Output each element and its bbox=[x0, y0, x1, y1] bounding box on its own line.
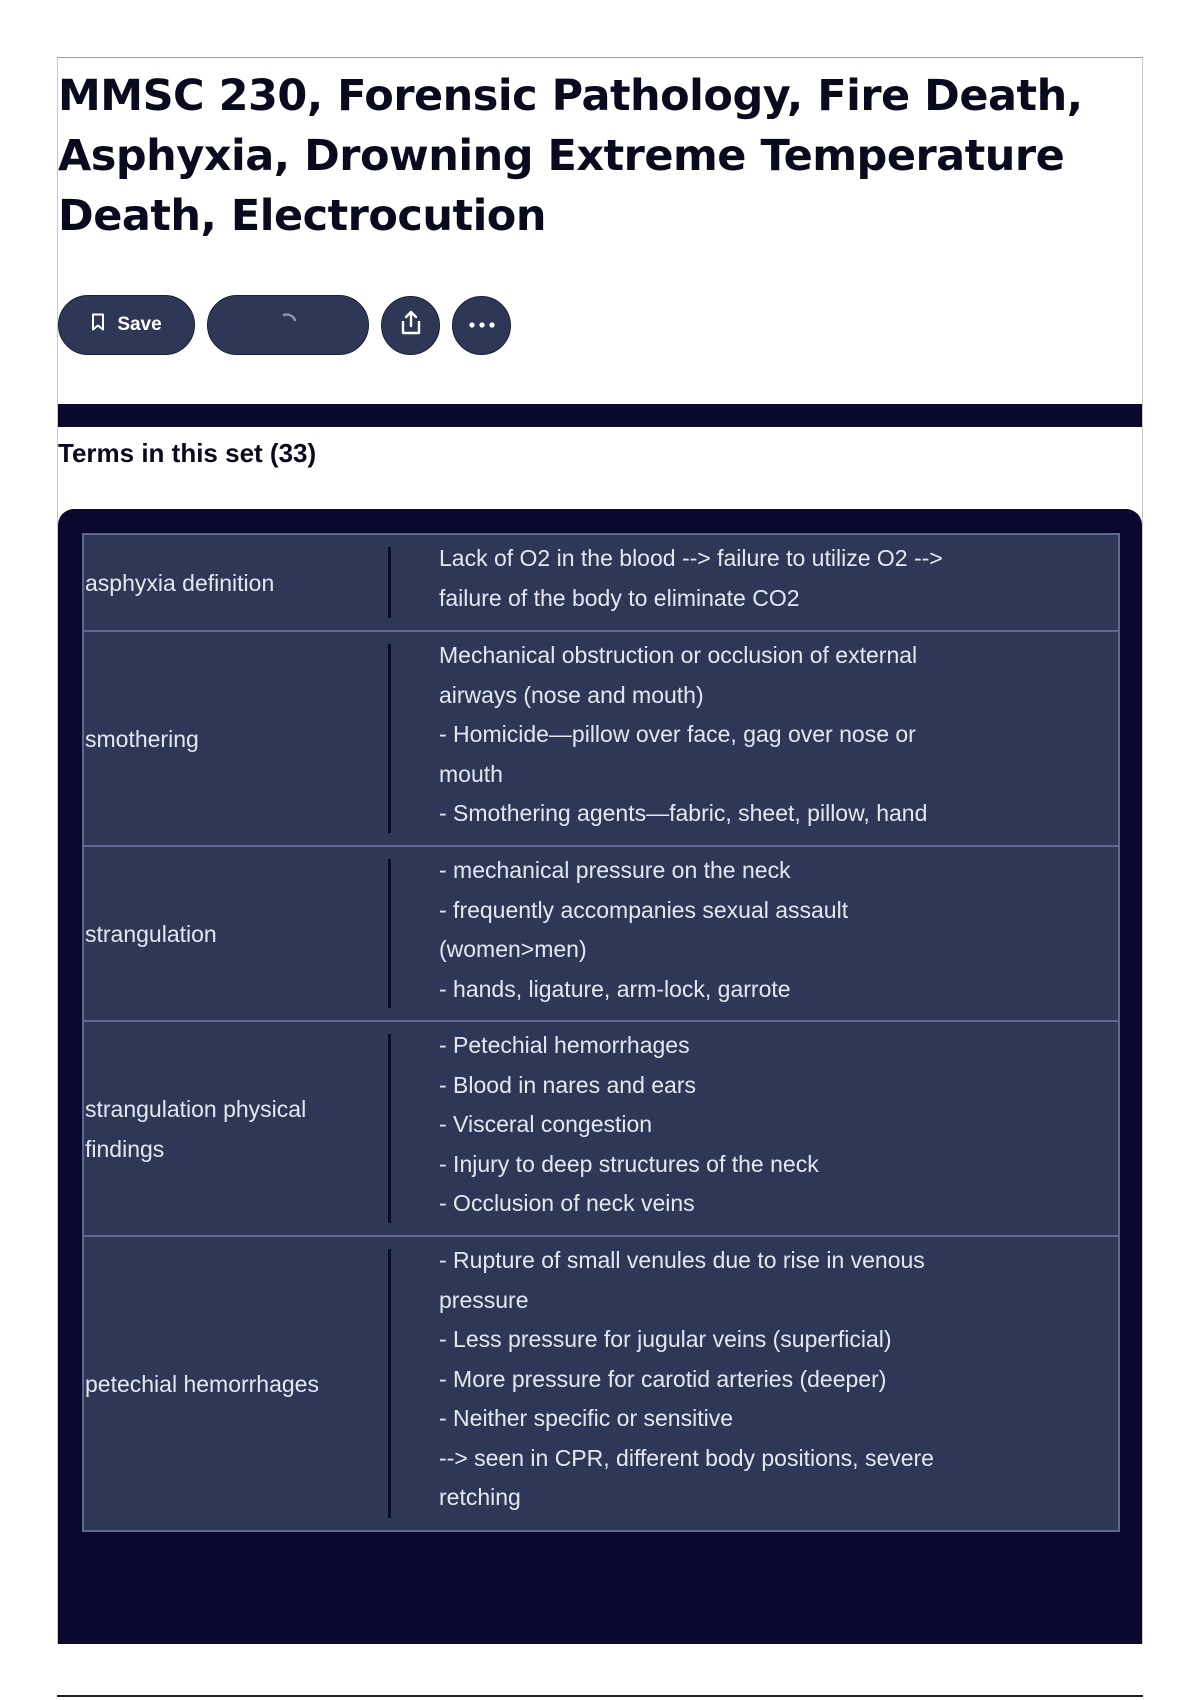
definition-line: - Smothering agents—fabric, sheet, pillow, hand bbox=[439, 800, 928, 826]
term-row bbox=[84, 1237, 1118, 1530]
study-set-page bbox=[57, 57, 1143, 1644]
action-bar bbox=[58, 295, 511, 355]
definition-line: - Injury to deep structures of the neck bbox=[439, 1150, 819, 1177]
definition-line: Lack of O2 in the blood --> failure to utilize O2 --> bbox=[439, 545, 943, 571]
term-definition bbox=[391, 847, 1118, 1020]
definition-line: --> seen in CPR, different body positions, severe bbox=[439, 1444, 934, 1471]
definition-line: - Neither specific or sensitive bbox=[439, 1405, 733, 1431]
bookmark-icon bbox=[91, 313, 105, 337]
definition-line: - More pressure for carotid arteries (deeper) bbox=[439, 1365, 887, 1392]
definition-line: - mechanical pressure on the neck bbox=[439, 857, 791, 883]
term-row bbox=[84, 847, 1118, 1022]
definition-line: - Petechial hemorrhages bbox=[439, 1032, 690, 1058]
more-horizontal-icon bbox=[468, 316, 496, 334]
definition-line: pressure bbox=[439, 1286, 529, 1313]
term-word: smothering bbox=[84, 632, 391, 845]
terms-panel bbox=[58, 509, 1142, 1644]
term-definition bbox=[391, 1237, 1118, 1530]
definition-line: - frequently accompanies sexual assault bbox=[439, 896, 849, 923]
definition-line: failure of the body to eliminate CO2 bbox=[439, 584, 800, 611]
spinner-icon bbox=[276, 311, 300, 340]
definition-line: - Occlusion of neck veins bbox=[439, 1190, 695, 1216]
terms-table bbox=[82, 533, 1120, 1532]
term-word: petechial hemorrhages bbox=[84, 1237, 391, 1530]
term-row bbox=[84, 535, 1118, 632]
share-button[interactable] bbox=[381, 296, 440, 355]
save-label: Save bbox=[117, 314, 162, 335]
definition-line: retching bbox=[439, 1484, 521, 1510]
loading-button[interactable] bbox=[207, 295, 369, 355]
definition-line: - Blood in nares and ears bbox=[439, 1071, 696, 1098]
definition-line: - Homicide—pillow over face, gag over nose or bbox=[439, 721, 916, 747]
bottom-rule bbox=[57, 1695, 1143, 1697]
save-button[interactable] bbox=[58, 295, 195, 355]
term-definition bbox=[391, 1022, 1118, 1235]
terms-heading: Terms in this set (33) bbox=[58, 438, 317, 468]
definition-line: mouth bbox=[439, 760, 503, 787]
set-title: MMSC 230, Forensic Pathology, Fire Death, Asphyxia, Drowning Extreme Temperature Death, Electrocution bbox=[58, 71, 1083, 241]
term-word: strangulation physical findings bbox=[84, 1022, 391, 1235]
term-definition bbox=[391, 632, 1118, 845]
definition-line: - Visceral congestion bbox=[439, 1111, 653, 1137]
definition-line: - hands, ligature, arm-lock, garrote bbox=[439, 975, 791, 1002]
section-divider bbox=[58, 404, 1142, 427]
more-options-button[interactable] bbox=[452, 296, 511, 355]
term-row bbox=[84, 632, 1118, 847]
definition-line: Mechanical obstruction or occlusion of external bbox=[439, 642, 918, 668]
term-word: asphyxia definition bbox=[84, 535, 391, 630]
term-row bbox=[84, 1022, 1118, 1237]
definition-line: airways (nose and mouth) bbox=[439, 681, 704, 708]
share-icon bbox=[398, 309, 424, 342]
definition-line: (women>men) bbox=[439, 936, 587, 962]
definition-line: - Less pressure for jugular veins (superficial) bbox=[439, 1326, 892, 1352]
term-definition bbox=[391, 535, 1118, 630]
term-word: strangulation bbox=[84, 847, 391, 1020]
definition-line: - Rupture of small venules due to rise in venous bbox=[439, 1247, 925, 1273]
